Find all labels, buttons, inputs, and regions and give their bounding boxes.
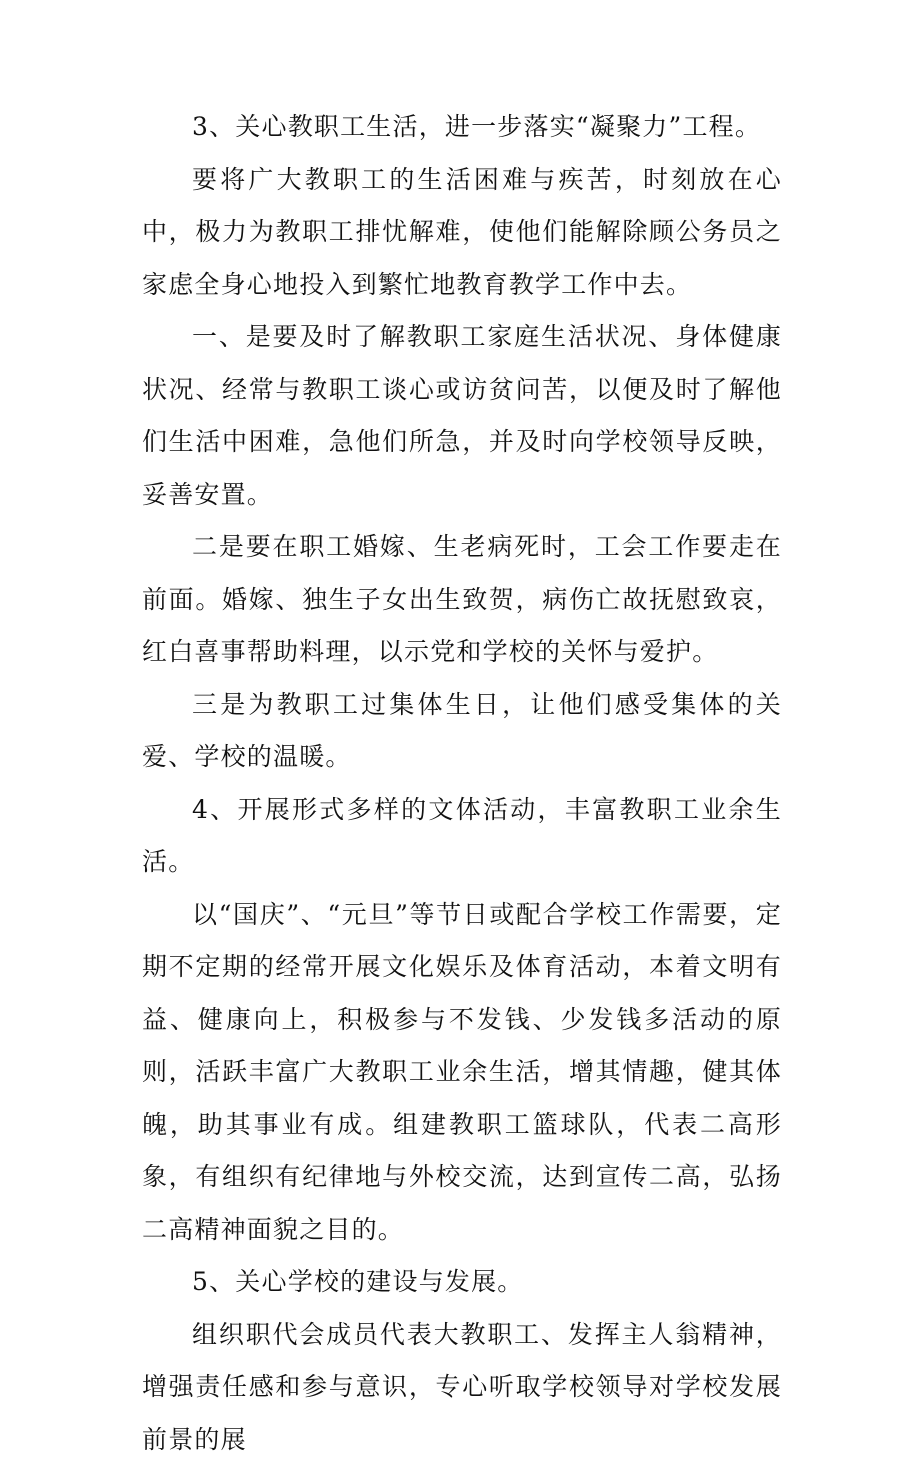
paragraph: 组织职代会成员代表大教职工、发挥主人翁精神，增强责任感和参与意识，专心听取学校领导对学校发展前景的展 xyxy=(142,1309,782,1466)
heading-3: 3、关心教职工生活，进一步落实“凝聚力”工程。 xyxy=(142,101,782,154)
paragraph: 一、是要及时了解教职工家庭生活状况、身体健康状况、经常与教职工谈心或访贫问苦，以便及时了解他们生活中困难，急他们所急，并及时向学校领导反映，妥善安置。 xyxy=(142,311,782,521)
paragraph: 二是要在职工婚嫁、生老病死时，工会工作要走在前面。婚嫁、独生子女出生致贺，病伤亡故抚慰致哀，红白喜事帮助料理，以示党和学校的关怀与爱护。 xyxy=(142,521,782,679)
document-body xyxy=(142,101,782,1466)
paragraph: 三是为教职工过集体生日，让他们感受集体的关爱、学校的温暖。 xyxy=(142,679,782,784)
heading-5: 5、关心学校的建设与发展。 xyxy=(142,1256,782,1309)
paragraph: 以“国庆”、“元旦”等节日或配合学校工作需要，定期不定期的经常开展文化娱乐及体育活动，本着文明有益、健康向上，积极参与不发钱、少发钱多活动的原则，活跃丰富广大教职工业余生活，增其情趣，健其体魄，助其事业有成。组建教职工篮球队，代表二高形象，有组织有纪律地与外校交流，达到宣传二高，弘扬二高精神面貌之目的。 xyxy=(142,889,782,1257)
paragraph: 要将广大教职工的生活困难与疾苦，时刻放在心中，极力为教职工排忧解难，使他们能解除顾公务员之家虑全身心地投入到繁忙地教育教学工作中去。 xyxy=(142,154,782,312)
heading-4: 4、开展形式多样的文体活动，丰富教职工业余生活。 xyxy=(142,784,782,889)
